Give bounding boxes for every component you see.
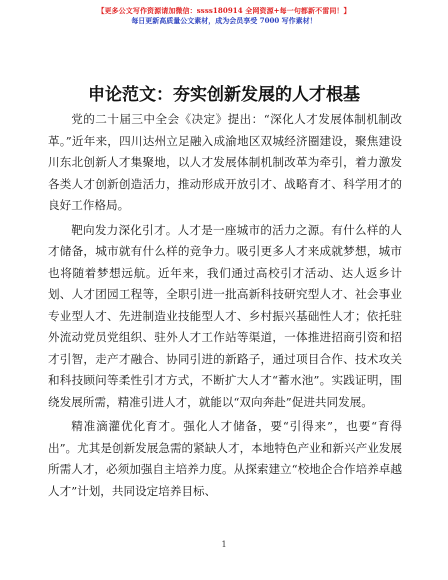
paragraph-recruit-talent: 靶向发力深化引才。人才是一座城市的活力之源。有什么样的人才储备，城市就有什么样的竞争力。吸引更多人才来成就梦想，城市也将随着梦想远航。近年来，我们通过高校引才活动、达人返乡计划、人才团园工程等，全职引进一批高新科技研究型人才、社会事业专业型人才、先进制造业技能型人才、乡村振兴基础性人才；依托驻外流动党员党组织、驻外人才工作站等渠道，一体推进招商引资和招才引智，走产才融合、协同引进的新路子，通过项目合作、技术攻关和科技顾问等柔性引才方式，不断扩大人才“蓄水池”。实践证明，围绕发展所需，精准引进人才，就能以“双向奔赴”促进共同发展。 xyxy=(48,222,402,409)
paragraph-intro: 党的二十届三中全会《决定》提出：“深化人才发展体制机制改革。”近年来，四川达州立足融入成渝地区双城经济圈建设，聚焦建设川东北创新人才集聚地，以人才发展体制机制改革为牵引，着力激发各类人才创新创造活力，推动形成开放引才、战略育才、科学用才的良好工作格局。 xyxy=(48,112,402,212)
banner-promo-line: 【更多公文写作资源请加微信：ssss180914 全网资源+每一句都新不雷同！】 xyxy=(97,6,351,15)
paragraph-cultivate-talent: 精准滴灌优化育才。强化人才储备，要“引得来”，也要“育得出”。尤其是创新发展急需的紧缺人才，本地特色产业和新兴产业发展所需人才，必须加强自主培养力度。从探索建立“校地企合作培养卓越人才”计划，共同设定培养目标、 xyxy=(48,419,402,498)
document-body xyxy=(48,109,402,505)
document-title: 申论范文：夯实创新发展的人才根基 xyxy=(88,85,360,105)
header-banner xyxy=(0,6,448,26)
banner-subscribe-line: 每日更新高质量公文素材，成为会员享受 7000 写作素材！ xyxy=(131,16,317,25)
page-number: 1 xyxy=(221,540,227,549)
